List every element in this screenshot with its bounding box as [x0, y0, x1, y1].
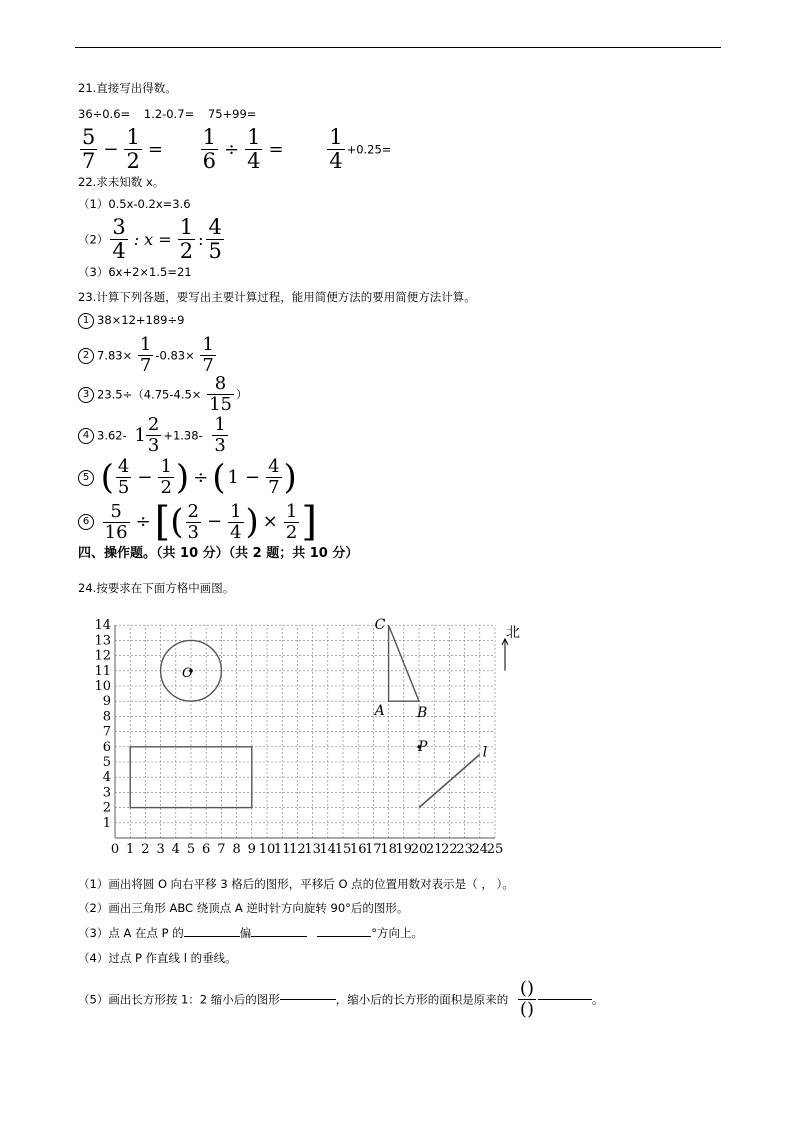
fraction: $\frac{1}{2}$ — [285, 500, 298, 543]
y-tick-label: 9 — [102, 694, 111, 710]
grid-lines — [115, 625, 495, 838]
item-number: 5 — [78, 470, 94, 486]
item-number: 3 — [78, 387, 94, 403]
x-tick-label: 6 — [202, 842, 211, 857]
grid-shapes — [130, 617, 520, 807]
x-tick-label: 14 — [319, 842, 337, 857]
answer-blank[interactable] — [538, 999, 592, 1000]
y-tick-label: 10 — [94, 679, 111, 694]
x-tick-label: 10 — [258, 842, 276, 857]
fraction: $\frac{4}{7}$ — [268, 456, 280, 498]
item-number: 2 — [78, 348, 94, 364]
q21-item-1: 36÷0.6= — [78, 107, 131, 121]
x-tick-label: 25 — [486, 842, 504, 857]
x-tick-label: 0 — [110, 842, 120, 857]
item-number: 4 — [78, 428, 94, 444]
axis-labels — [94, 618, 503, 857]
fraction: $\frac{1}{2}$ — [179, 215, 194, 263]
fraction: $\frac{2}{3}$ — [187, 500, 199, 543]
y-tick-label: 5 — [102, 755, 111, 770]
q23-item-3: 3 23.5÷（4.75-4.5× $\frac{8}{15}$ ） — [78, 375, 247, 415]
label-p: P — [418, 738, 428, 755]
label-b: B — [417, 705, 428, 722]
q21-expr-3: $\frac{1}{4}$ +0.25= — [329, 125, 392, 173]
x-tick-label: 13 — [304, 842, 321, 857]
fraction: $\frac{1}{4}$ — [329, 125, 343, 173]
fraction: $\frac{4}{5}$ — [208, 215, 222, 263]
x-tick-label: 5 — [186, 842, 196, 857]
q21-item-2: 1.2-0.7= — [143, 107, 195, 121]
y-tick-label: 3 — [102, 785, 111, 801]
q21-expr-2: $\frac{1}{6}$ ÷ $\frac{1}{4}$ = — [202, 125, 284, 173]
q23-title: 23.计算下列各题，要写出主要计算过程，能用简便方法的要用简便方法计算。 — [78, 290, 476, 304]
fraction: $\frac{1}{2}$ — [126, 125, 140, 173]
x-tick-label: 18 — [380, 842, 397, 857]
q24-step-1: （1）画出将圆 O 向右平移 3 格后的图形，平移后 O 点的位置用数对表示是（ ， ）。 — [78, 877, 514, 891]
q23-item-2: 2 7.83× $\frac{1}{7}$ -0.83× $\frac{1}{7}$ — [78, 336, 218, 376]
q22-part-2: （2） $\frac{3}{4}$ : x = $\frac{1}{2}$ : $\frac{4}{5}$ — [78, 215, 222, 263]
x-tick-label: 2 — [141, 842, 150, 857]
y-tick-label: 12 — [94, 648, 111, 664]
label-o: O — [182, 665, 193, 681]
x-tick-label: 9 — [247, 842, 256, 857]
x-tick-label: 17 — [365, 842, 382, 857]
x-tick-label: 8 — [232, 842, 241, 857]
fraction: $\frac{3}{4}$ — [112, 215, 126, 263]
y-tick-label: 13 — [94, 633, 111, 649]
item-number: 6 — [78, 514, 94, 530]
q22-part-1: （1）0.5x-0.2x=3.6 — [78, 197, 191, 211]
fraction: $\frac{1}{4}$ — [247, 125, 261, 173]
q21-title: 21.直接写出得数。 — [78, 81, 177, 95]
q21-expr-1: $\frac{5}{7}$ − $\frac{1}{2}$ = — [82, 125, 163, 173]
y-tick-label: 2 — [102, 800, 111, 816]
q22-title: 22.求未知数 x。 — [78, 175, 165, 189]
label-a: A — [374, 703, 385, 720]
q23-item-6: 6 $\frac{5}{16}$ ÷ [( $\frac{2}{3}$ − $\frac{1}{4}$ ) × $\frac{1}{2}$ ] — [78, 502, 317, 546]
section-4-heading: 四、操作题。（共 10 分）（共 2 题；共 10 分） — [78, 546, 359, 561]
fraction: $\frac{1}{7}$ — [202, 334, 214, 376]
q23-item-5: 5 ( $\frac{4}{5}$ − $\frac{1}{2}$ ) ÷ ( 1 − $\frac{4}{7}$ ) — [78, 458, 297, 502]
y-tick-label: 7 — [102, 724, 111, 740]
x-tick-label: 15 — [334, 842, 352, 857]
x-tick-label: 3 — [156, 842, 165, 857]
line-l — [419, 754, 480, 807]
x-tick-label: 12 — [289, 842, 306, 857]
item-number: 1 — [78, 313, 94, 329]
q24-step-3: （3）点 A 在点 P 的 偏 °方向上。 — [78, 926, 423, 940]
x-tick-label: 11 — [273, 842, 291, 857]
label-l: l — [482, 744, 488, 761]
y-tick-label: 6 — [102, 739, 111, 755]
q24-title: 24.按要求在下面方格中画图。 — [78, 581, 235, 595]
x-tick-label: 7 — [217, 842, 226, 857]
fraction: $\frac{8}{15}$ — [209, 373, 232, 415]
label-c: C — [374, 617, 386, 634]
fraction: $\frac{1}{4}$ — [230, 500, 242, 543]
q24-step-5: （5）画出长方形按 1：2 缩小后的图形 ，缩小后的长方形的面积是原来的 $\frac{()}{()}$ 。 — [78, 978, 604, 1020]
q23-item-1: 1 38×12+189÷9 — [78, 312, 184, 329]
north-label: 北 — [506, 625, 520, 642]
y-tick-label: 1 — [102, 815, 111, 831]
y-tick-label: 4 — [102, 770, 111, 786]
y-tick-label: 14 — [94, 618, 111, 634]
fraction: $\frac{1}{3}$ — [214, 414, 226, 456]
fraction: $\frac{1}{6}$ — [202, 125, 216, 173]
x-tick-label: 21 — [425, 842, 443, 857]
q23-item-4: 4 3.62- 1 $\frac{2}{3}$ +1.38- $\frac{1}{3}$ — [78, 416, 230, 456]
x-tick-label: 16 — [349, 842, 367, 857]
fraction: $\frac{4}{5}$ — [117, 456, 130, 498]
fraction: $\frac{1}{7}$ — [139, 334, 152, 376]
answer-blank[interactable] — [251, 936, 307, 937]
fraction: $\frac{5}{16}$ — [104, 500, 128, 543]
x-tick-label: 24 — [471, 842, 489, 857]
x-tick-label: 1 — [126, 842, 135, 857]
fraction-blank[interactable]: $\frac{()}{()}$ — [519, 978, 534, 1020]
x-tick-label: 19 — [395, 842, 413, 857]
answer-blank[interactable] — [317, 936, 371, 937]
answer-blank[interactable] — [184, 936, 240, 937]
fraction: $\frac{5}{7}$ — [82, 125, 96, 173]
answer-blank[interactable] — [280, 999, 336, 1000]
q24-step-4: （4）过点 P 作直线 l 的垂线。 — [78, 951, 237, 965]
fraction: $\frac{2}{3}$ — [147, 414, 160, 456]
q22-part-3: （3）6x+2×1.5=21 — [78, 265, 192, 279]
x-tick-label: 22 — [441, 842, 458, 857]
y-tick-label: 8 — [102, 709, 111, 725]
q21-item-3: 75+99= — [207, 107, 257, 121]
x-tick-label: 20 — [410, 842, 428, 857]
x-tick-label: 4 — [171, 842, 180, 857]
x-tick-label: 23 — [456, 842, 473, 857]
fraction: $\frac{1}{2}$ — [160, 456, 172, 498]
y-tick-label: 11 — [94, 663, 111, 679]
q24-step-2: （2）画出三角形 ABC 绕顶点 A 逆时针方向旋转 90°后的图形。 — [78, 901, 409, 915]
